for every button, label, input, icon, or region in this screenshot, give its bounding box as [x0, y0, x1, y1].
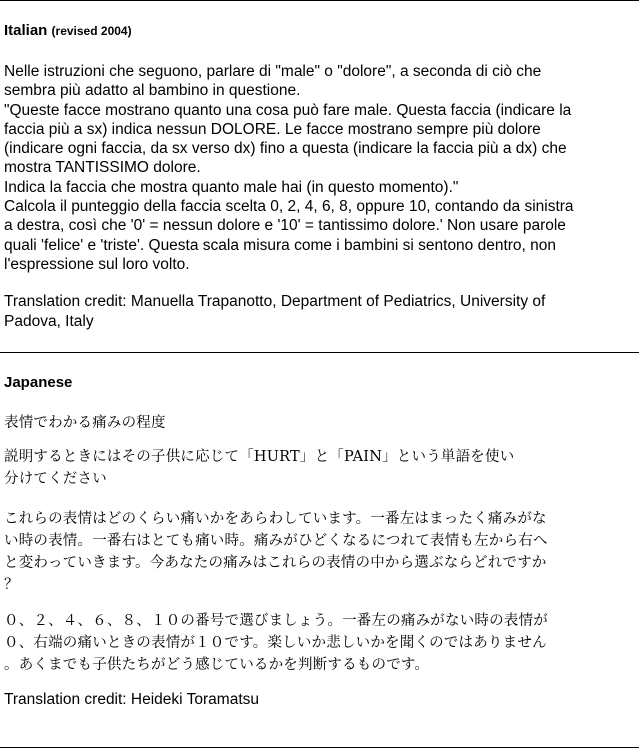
- italian-line: Calcola il punteggio della faccia scelta 0, 2, 4, 6, 8, oppure 10, contando da sinistra: [4, 198, 574, 216]
- italian-heading: [4, 22, 636, 40]
- italian-translation-credit: [4, 292, 636, 331]
- italian-line: sembra più adatto al bambino in questione.: [4, 82, 301, 100]
- italian-line: quali 'felice' e 'triste'. Questa scala misura come i bambini si sentono dentro, non: [4, 236, 557, 254]
- section-divider: [0, 352, 639, 353]
- italian-section: [4, 22, 636, 331]
- japanese-line: 。あくまでも子供たちがどう感じているかを判断するものです。: [4, 657, 430, 673]
- italian-line: faccia più a sx) indica nessun DOLORE. Le facce mostrano sempre più dolore: [4, 120, 541, 138]
- italian-line: a destra, così che '0' = nessun dolore e '10' = tantissimo dolore.' Non usare parole: [4, 217, 566, 235]
- italian-heading-label: Italian: [4, 22, 48, 39]
- credit-line: Padova, Italy: [4, 312, 94, 330]
- japanese-translation-credit: [4, 690, 636, 709]
- credit-line: Translation credit: Manuella Trapanotto, Department of Pediatrics, University of: [4, 293, 546, 311]
- italian-line: "Queste facce mostrano quanto una cosa può fare male. Questa faccia (indicare la: [4, 101, 572, 119]
- japanese-paragraph-2: [4, 508, 636, 596]
- japanese-line: と変わっていきます。今あなたの痛みはこれらの表情の中から選ぶならどれですか: [4, 555, 547, 571]
- japanese-section: [4, 374, 636, 709]
- japanese-line: 説明するときにはその子供に応じて「HURT」と「PAIN」という単語を使い: [4, 449, 515, 465]
- italian-line: Indica la faccia che mostra quanto male hai (in questo momento).": [4, 178, 459, 196]
- top-divider: [0, 0, 639, 1]
- japanese-line: ０、２、４、６、８、１０の番号で選びましょう。一番左の痛みがない時の表情が: [4, 613, 548, 629]
- japanese-line: ？: [4, 577, 19, 593]
- bottom-divider: [0, 747, 639, 748]
- japanese-paragraph-3: [4, 610, 636, 676]
- japanese-title-text: 表情でわかる痛みの程度: [4, 415, 166, 431]
- italian-line: l'espressione sul loro volto.: [4, 255, 190, 273]
- japanese-paragraph-1: [4, 446, 636, 490]
- italian-line: mostra TANTISSIMO dolore.: [4, 159, 201, 177]
- japanese-title: [4, 412, 636, 434]
- credit-line: Translation credit: Heideki Toramatsu: [4, 691, 260, 708]
- japanese-line: 分けてください: [4, 471, 107, 487]
- japanese-line: これらの表情はどのくらい痛いかをあらわしています。一番左はまったく痛みがな: [4, 511, 547, 527]
- japanese-line: ０、右端の痛いときの表情が１０です。楽しいか悲しいかを聞くのではありません: [4, 635, 547, 651]
- italian-line: (indicare ogni faccia, da sx verso dx) fino a questa (indicare la faccia più a dx) che: [4, 140, 567, 158]
- japanese-heading: Japanese: [4, 374, 73, 391]
- italian-instructions: [4, 62, 636, 274]
- japanese-line: い時の表情。一番右はとても痛い時。痛みがひどくなるにつれて表情も左から右へ: [4, 533, 548, 549]
- italian-heading-note: (revised 2004): [51, 24, 132, 38]
- italian-line: Nelle istruzioni che seguono, parlare di "male" o "dolore", a seconda di ciò che: [4, 63, 542, 80]
